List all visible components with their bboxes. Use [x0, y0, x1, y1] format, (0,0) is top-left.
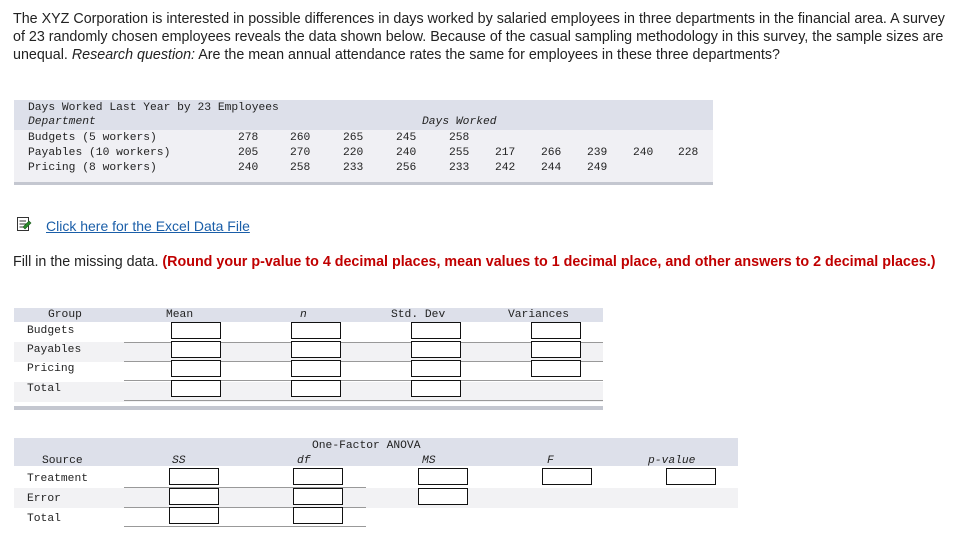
p-value-header: p-value: [648, 455, 696, 467]
table-title: Days Worked Last Year by 23 Employees: [28, 102, 279, 114]
table-cell: 258: [449, 132, 470, 144]
department-header: Department: [28, 116, 96, 128]
df-header: df: [297, 455, 311, 467]
row-label-payables: Payables (10 workers): [28, 147, 171, 159]
table-cell: 240: [396, 147, 417, 159]
source-label-treatment: Treatment: [27, 473, 89, 485]
variance-payables-input[interactable]: [531, 341, 581, 358]
mean-header: Mean: [166, 309, 194, 321]
p-value-input[interactable]: [666, 468, 716, 485]
ms-header: MS: [422, 455, 436, 467]
table-cell: 265: [343, 132, 364, 144]
problem-statement: [13, 10, 953, 64]
excel-data-link[interactable]: [16, 216, 250, 235]
mean-budgets-input[interactable]: [171, 322, 221, 339]
row-band: [14, 488, 738, 508]
std-pricing-input[interactable]: [411, 360, 461, 377]
ss-treatment-input[interactable]: [169, 468, 219, 485]
group-label-budgets: Budgets: [27, 325, 75, 337]
table-cell: 205: [238, 147, 259, 159]
table-cell: 242: [495, 162, 516, 174]
days-worked-table: [14, 100, 713, 184]
ms-treatment-input[interactable]: [418, 468, 468, 485]
table-cell: 233: [343, 162, 364, 174]
ss-error-input[interactable]: [169, 488, 219, 505]
anova-title: One-Factor ANOVA: [312, 440, 421, 452]
std-total-input[interactable]: [411, 380, 461, 397]
table-cell: 255: [449, 147, 470, 159]
mean-payables-input[interactable]: [171, 341, 221, 358]
research-question-text: Are the mean annual attendance rates the same for employees in these three departments?: [195, 47, 780, 63]
group-label-total: Total: [27, 383, 61, 395]
df-error-input[interactable]: [293, 488, 343, 505]
table-cell: 258: [290, 162, 311, 174]
n-header: n: [300, 309, 307, 321]
std-dev-header: Std. Dev: [391, 309, 446, 321]
instructions: [13, 253, 953, 271]
mean-pricing-input[interactable]: [171, 360, 221, 377]
row-label-budgets: Budgets (5 workers): [28, 132, 157, 144]
table-cell: 244: [541, 162, 562, 174]
variance-budgets-input[interactable]: [531, 322, 581, 339]
table-cell: 266: [541, 147, 562, 159]
source-label-error: Error: [27, 493, 61, 505]
source-label-total: Total: [27, 513, 61, 525]
std-payables-input[interactable]: [411, 341, 461, 358]
df-total-input[interactable]: [293, 507, 343, 524]
table-cell: 260: [290, 132, 311, 144]
row-rule: [124, 400, 603, 401]
intro-text: The XYZ Corporation is interested in possible differences in days worked by salaried employees in three departments in the financial area. A survey of 23 randomly chosen employees reveals the data shown below. Because of the casual sampling methodology in this survey, the sample sizes are unequal.: [13, 11, 945, 63]
anova-table: [14, 438, 738, 533]
table-cell: 239: [587, 147, 608, 159]
ss-total-input[interactable]: [169, 507, 219, 524]
n-payables-input[interactable]: [291, 341, 341, 358]
table-cell: 249: [587, 162, 608, 174]
table-cell: 270: [290, 147, 311, 159]
excel-link-label[interactable]: Click here for the Excel Data File: [46, 217, 250, 234]
mean-total-input[interactable]: [171, 380, 221, 397]
std-budgets-input[interactable]: [411, 322, 461, 339]
table-cell: 233: [449, 162, 470, 174]
instructions-lead: Fill in the missing data.: [13, 254, 163, 270]
df-treatment-input[interactable]: [293, 468, 343, 485]
table-cell: 217: [495, 147, 516, 159]
row-label-pricing: Pricing (8 workers): [28, 162, 157, 174]
table-cell: 256: [396, 162, 417, 174]
n-pricing-input[interactable]: [291, 360, 341, 377]
table-cell: 278: [238, 132, 259, 144]
f-header: F: [547, 455, 554, 467]
research-question-label: Research question:: [71, 47, 196, 63]
group-header: Group: [48, 309, 82, 321]
rounding-note: (Round your p-value to 4 decimal places, mean values to 1 decimal place, and other answers to 2 decimal places.): [162, 254, 936, 270]
table-bottom-rule: [14, 182, 713, 185]
days-worked-header: Days Worked: [422, 116, 497, 128]
variances-header: Variances: [508, 309, 570, 321]
group-label-pricing: Pricing: [27, 363, 75, 375]
table-cell: 240: [633, 147, 654, 159]
source-header: Source: [42, 455, 83, 467]
row-rule: [124, 526, 366, 527]
table-cell: 245: [396, 132, 417, 144]
table-cell: 220: [343, 147, 364, 159]
n-budgets-input[interactable]: [291, 322, 341, 339]
f-statistic-input[interactable]: [542, 468, 592, 485]
table-cell: 240: [238, 162, 259, 174]
excel-file-icon: [16, 216, 32, 235]
ms-error-input[interactable]: [418, 488, 468, 505]
summary-bottom-rule: [14, 406, 603, 410]
summary-table: [14, 308, 603, 412]
n-total-input[interactable]: [291, 380, 341, 397]
group-label-payables: Payables: [27, 344, 82, 356]
table-cell: 228: [678, 147, 699, 159]
ss-header: SS: [172, 455, 186, 467]
variance-pricing-input[interactable]: [531, 360, 581, 377]
